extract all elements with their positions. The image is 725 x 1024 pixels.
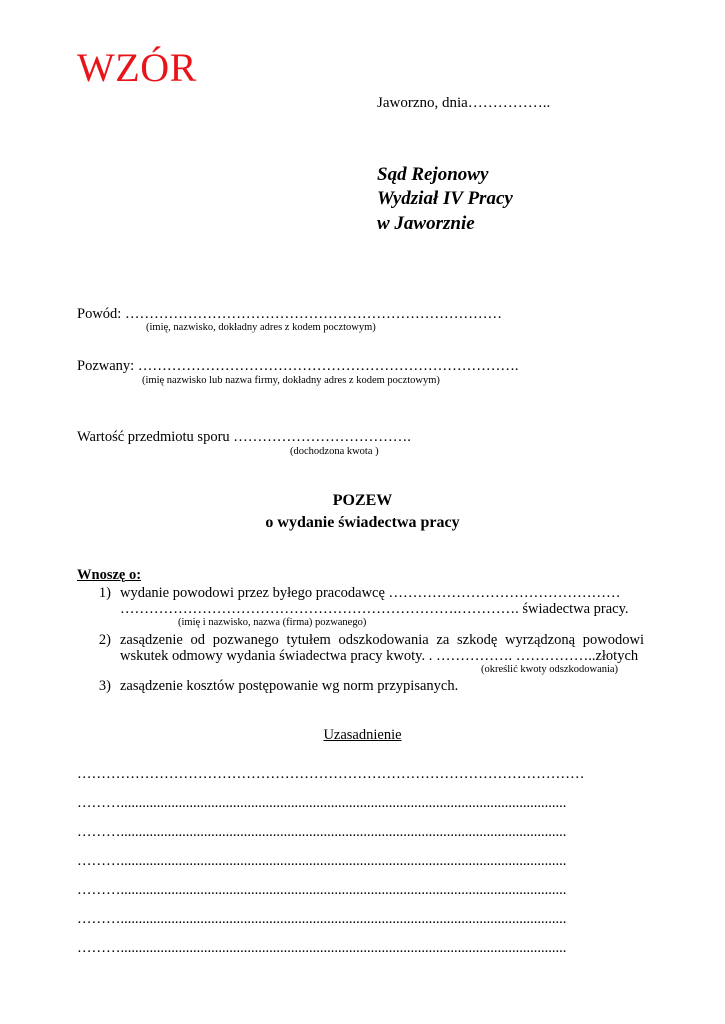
claim-value-label: Wartość przedmiotu sporu (77, 429, 234, 445)
claim-value-hint: (dochodzona kwota ) (290, 446, 379, 457)
justification-line-2: ………........................................................................................................................... (77, 795, 567, 811)
request-1-line1: wydanie powodowi przez byłego pracodawcę ………………………………………… (120, 585, 621, 601)
justification-line-1: …………………………………………………………………………………………… (77, 766, 585, 782)
defendant-dots: ……………………………………………………………………. (137, 358, 519, 374)
justification-line-7: ………........................................................................................................................... (77, 940, 567, 956)
request-2-line1: zasądzenie od pozwanego tytułem odszkodowania za szkodę wyrządzoną powodowi (120, 632, 644, 648)
court-name-line2: Wydział IV Pracy (377, 188, 513, 209)
date-line: Jaworzno, dnia…………….. (377, 95, 551, 111)
plaintiff-hint: (imię, nazwisko, dokładny adres z kodem pocztowym) (146, 322, 376, 333)
request-1-line2: …………………………………………………………….…………. świadectwa pracy. (120, 601, 629, 617)
request-2-number: 2) (98, 632, 111, 648)
justification-heading: Uzasadnienie (323, 727, 402, 743)
defendant-field (77, 358, 518, 375)
plaintiff-dots: …………………………………………………………………… (124, 306, 502, 322)
justification-line-5: ………........................................................................................................................... (77, 882, 567, 898)
plaintiff-label: Powód: (77, 306, 125, 322)
justification-line-4: ………........................................................................................................................... (77, 853, 567, 869)
request-1-hint: (imię i nazwisko, nazwa (firma) pozwanego) (178, 617, 367, 628)
request-2-hint: (określić kwoty odszkodowania) (481, 664, 619, 675)
request-3-number: 3) (98, 678, 111, 694)
plaintiff-field (77, 306, 502, 323)
claim-value-dots: ………………………………. (233, 429, 411, 445)
claim-value-field (77, 429, 411, 446)
document-title: POZEW (332, 492, 393, 509)
justification-line-3: ………........................................................................................................................... (77, 824, 567, 840)
document-subtitle: o wydanie świadectwa pracy (265, 514, 460, 531)
request-1-number: 1) (98, 585, 111, 601)
court-name-line3: w Jaworznie (377, 213, 475, 234)
court-name-line1: Sąd Rejonowy (377, 164, 489, 185)
watermark-wzor: WZÓR (77, 45, 197, 90)
defendant-hint: (imię nazwisko lub nazwa firmy, dokładny adres z kodem pocztowym) (142, 375, 440, 386)
requests-heading: Wnoszę o: (77, 567, 142, 583)
defendant-label: Pozwany: (77, 358, 138, 374)
request-2-line2: wskutek odmowy wydania świadectwa pracy kwoty. . ……………. ……………..złotych (120, 648, 639, 664)
justification-line-6: ………........................................................................................................................... (77, 911, 567, 927)
request-3-line1: zasądzenie kosztów postępowanie wg norm przypisanych. (120, 678, 459, 694)
